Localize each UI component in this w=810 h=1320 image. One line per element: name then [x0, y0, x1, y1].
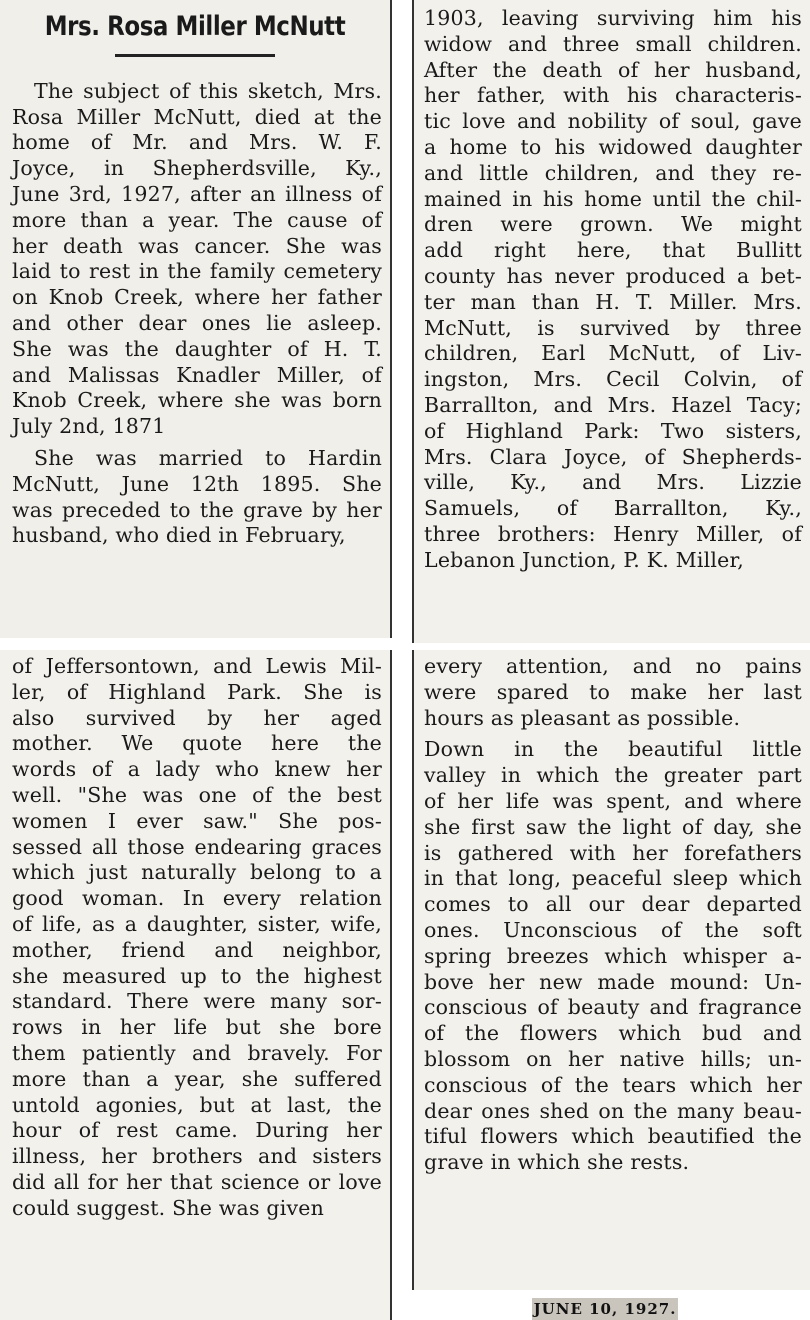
- text-line: hours as pleasant as possible.: [424, 705, 741, 730]
- text-line: and little children, and they re-: [424, 160, 802, 185]
- text-line: add right here, that Bullitt: [424, 238, 802, 263]
- text-line: standard. There were many sor-: [12, 989, 382, 1014]
- text-line: was preceded to the grave by her: [12, 497, 382, 522]
- text-line: sessed all those endearing graces: [12, 834, 382, 859]
- text-line: McNutt, June 12th 1895. She: [12, 471, 382, 496]
- text-line: more than a year. The cause of: [12, 207, 382, 232]
- text-line: conscious of the tears which her: [424, 1072, 802, 1097]
- text-line: did all for her that science or love: [12, 1169, 382, 1194]
- text-line: and Malissas Knadler Miller, of: [12, 362, 382, 387]
- text-line: and other dear ones lie asleep.: [12, 310, 382, 335]
- column-body: [0, 654, 390, 1222]
- text-line: 1903, leaving surviving him his: [424, 6, 802, 30]
- text-line: Rosa Miller McNutt, died at the: [12, 104, 382, 129]
- text-line: also survived by her aged: [12, 705, 382, 730]
- text-line: Down in the beautiful little: [424, 737, 802, 762]
- text-line: every attention, and no pains: [424, 654, 802, 678]
- text-line: well. "She was one of the best: [12, 782, 382, 807]
- text-line: her death was cancer. She was: [12, 233, 382, 258]
- text-line: words of a lady who knew her: [12, 757, 382, 782]
- text-line: of Jeffersontown, and Lewis Mil-: [12, 654, 382, 678]
- text-line: The subject of this sketch, Mrs.: [34, 78, 382, 103]
- text-line: Barrallton, and Mrs. Hazel Tacy;: [424, 392, 802, 417]
- text-line: of her life was spent, and where: [424, 788, 802, 813]
- text-line: Samuels, of Barrallton, Ky.,: [424, 496, 802, 521]
- text-line: more than a year, she suffered: [12, 1066, 382, 1091]
- text-line: is gathered with her forefathers: [424, 840, 802, 865]
- text-line: Lebanon Junction, P. K. Miller,: [424, 547, 744, 572]
- text-line: bove her new made mound: Un-: [424, 969, 802, 994]
- text-line: tiful flowers which beautified the: [424, 1124, 802, 1149]
- text-line: widow and three small children.: [424, 31, 802, 56]
- text-line: which just naturally belong to a: [12, 860, 382, 885]
- clipping-column-2: [412, 0, 810, 643]
- text-line: valley in which the greater part: [424, 763, 802, 788]
- text-line: comes to all our dear departed: [424, 892, 802, 917]
- column-body: [414, 654, 810, 1176]
- text-line: ter man than H. T. Miller. Mrs.: [424, 289, 802, 314]
- text-line: she first saw the light of day, she: [424, 814, 802, 839]
- text-line: illness, her brothers and sisters: [12, 1144, 382, 1169]
- text-line: Joyce, in Shepherdsville, Ky.,: [12, 156, 382, 181]
- text-line: of life, as a daughter, sister, wife,: [12, 911, 382, 936]
- text-line: them patiently and bravely. For: [12, 1040, 382, 1065]
- text-line: conscious of beauty and fragrance: [424, 995, 802, 1020]
- title-rule: [115, 54, 275, 57]
- text-line: grave in which she rests.: [424, 1150, 690, 1175]
- text-line: hour of rest came. During her: [12, 1118, 382, 1143]
- text-line: children, Earl McNutt, of Liv-: [424, 341, 802, 366]
- text-line: she measured up to the highest: [12, 963, 382, 988]
- text-line: a home to his widowed daughter: [424, 134, 802, 159]
- text-line: untold agonies, but at last, the: [12, 1092, 382, 1117]
- text-line: July 2nd, 1871: [12, 414, 166, 439]
- obituary-title: Mrs. Rosa Miller McNutt: [44, 11, 346, 42]
- text-line: After the death of her husband,: [424, 57, 802, 82]
- text-line: ler, of Highland Park. She is: [12, 679, 382, 704]
- text-line: of the flowers which bud and: [424, 1021, 802, 1046]
- publication-date: JUNE 10, 1927.: [533, 1300, 677, 1318]
- text-line: dren were grown. We might: [424, 212, 802, 237]
- text-line: husband, who died in February,: [12, 523, 346, 548]
- text-line: She was the daughter of H. T.: [12, 336, 382, 361]
- text-line: Knob Creek, where she was born: [12, 388, 382, 413]
- text-line: tic love and nobility of soul, gave: [424, 109, 802, 134]
- text-line: could suggest. She was given: [12, 1195, 325, 1220]
- text-line: ingston, Mrs. Cecil Colvin, of: [424, 367, 802, 392]
- text-line: were spared to make her last: [424, 679, 802, 704]
- text-line: mother, friend and neighbor,: [12, 937, 382, 962]
- text-line: ville, Ky., and Mrs. Lizzie: [424, 470, 802, 495]
- text-line: ones. Unconscious of the soft: [424, 917, 802, 942]
- text-line: mother. We quote here the: [12, 731, 382, 756]
- text-line: She was married to Hardin: [34, 445, 382, 470]
- text-line: in that long, peaceful sleep which: [424, 866, 802, 891]
- text-line: Mrs. Clara Joyce, of Shepherds-: [424, 444, 802, 469]
- text-line: mained in his home until the chil-: [424, 186, 802, 211]
- clipping-column-4: [412, 650, 810, 1290]
- text-line: home of Mr. and Mrs. W. F.: [12, 130, 382, 155]
- text-line: on Knob Creek, where her father: [12, 285, 382, 310]
- text-line: county has never produced a bet-: [424, 263, 802, 288]
- text-line: her father, with his characteris-: [424, 83, 802, 108]
- text-line: good woman. In every relation: [12, 886, 382, 911]
- text-line: rows in her life but she bore: [12, 1015, 382, 1040]
- text-line: June 3rd, 1927, after an illness of: [12, 181, 382, 206]
- column-body: [414, 6, 810, 574]
- text-line: dear ones shed on the many beau-: [424, 1098, 802, 1123]
- text-line: blossom on her native hills; un-: [424, 1046, 802, 1071]
- text-line: women I ever saw." She pos-: [12, 808, 382, 833]
- text-line: of Highland Park: Two sisters,: [424, 418, 802, 443]
- clipping-column-1: [0, 0, 392, 638]
- text-line: laid to rest in the family cemetery: [12, 259, 382, 284]
- text-line: spring breezes which whisper a-: [424, 943, 802, 968]
- text-line: McNutt, is survived by three: [424, 315, 802, 340]
- column-body: [0, 79, 390, 549]
- text-line: three brothers: Henry Miller, of: [424, 521, 802, 546]
- clipping-column-3: [0, 650, 392, 1320]
